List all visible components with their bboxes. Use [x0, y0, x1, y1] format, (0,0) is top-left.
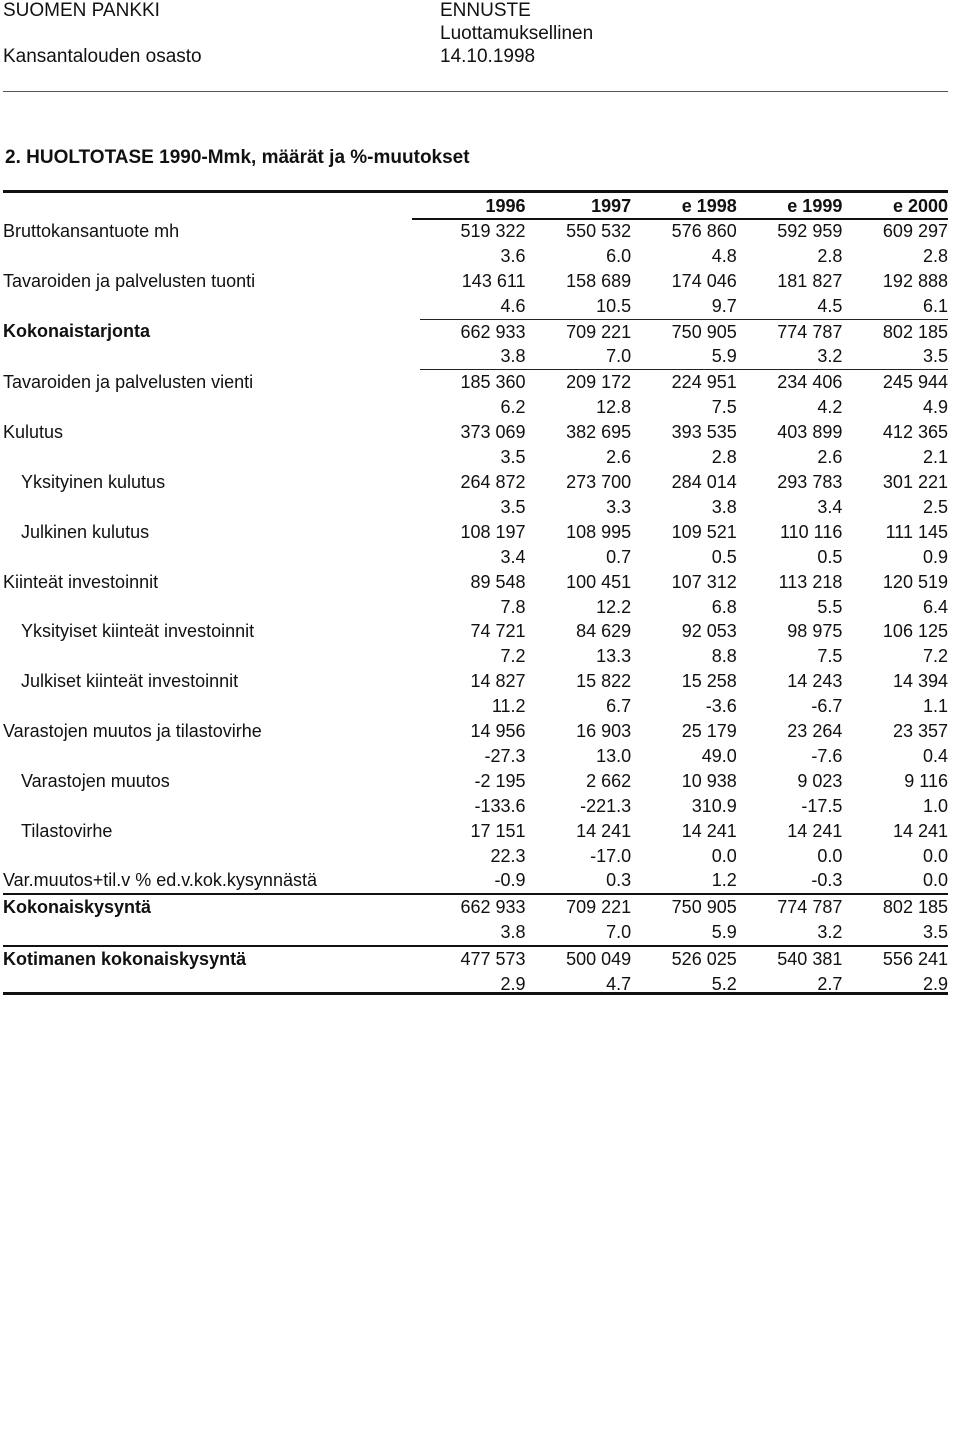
pct-change-cell: 7.2 [500, 646, 526, 667]
value-cell: 158 689 [566, 270, 632, 291]
value-cell: 14 241 [681, 820, 737, 841]
pct-change-row [3, 445, 948, 470]
table-row [3, 269, 948, 294]
value-cell: 412 365 [882, 422, 948, 443]
pct-change-cell: 0.4 [922, 745, 948, 766]
pct-change-row [3, 344, 948, 369]
row-label: Varastojen muutos ja tilastovirhe [3, 721, 262, 742]
value-cell: 15 258 [681, 671, 737, 692]
value-cell: 500 049 [526, 946, 632, 972]
pct-change-cell: 4.9 [922, 397, 948, 418]
row-label: Bruttokansantuote mh [3, 220, 180, 241]
value-cell: 10 938 [681, 770, 737, 791]
pct-change-cell: 6.7 [606, 696, 632, 717]
pct-change-cell: 7.8 [500, 596, 526, 617]
column-header: e 1998 [681, 196, 737, 216]
value-cell: 234 406 [737, 370, 843, 395]
pct-change-cell: 5.9 [711, 922, 737, 943]
value-cell: 9 023 [797, 770, 843, 791]
value-cell: 14 956 [470, 721, 526, 742]
value-cell: 17 151 [470, 820, 526, 841]
pct-change-cell: 7.5 [711, 397, 737, 418]
value-cell: 373 069 [460, 422, 526, 443]
table-row [3, 719, 948, 744]
pct-change-cell: 49.0 [701, 745, 737, 766]
value-cell: 192 888 [882, 270, 948, 291]
value-cell: 403 899 [777, 422, 843, 443]
row-label: Kotimanen kokonaiskysyntä [3, 946, 420, 972]
value-cell: -0.3 [811, 870, 843, 891]
pct-change-cell: 13.3 [596, 646, 632, 667]
pct-change-cell: -17.0 [590, 845, 632, 866]
value-cell: 519 322 [460, 220, 526, 241]
pct-change-cell: -3.6 [705, 696, 737, 717]
document-date: 14.10.1998 [440, 46, 536, 67]
document-type: ENNUSTE [440, 0, 531, 21]
value-cell: 802 185 [842, 319, 948, 344]
value-cell: 14 827 [470, 671, 526, 692]
value-cell: 110 116 [779, 521, 843, 542]
value-cell: -2 195 [474, 770, 526, 791]
pct-change-cell: 3.8 [500, 346, 526, 367]
pct-change-cell: 3.8 [711, 496, 737, 517]
value-cell: 382 695 [566, 422, 632, 443]
pct-change-cell: 310.9 [691, 795, 737, 816]
pct-change-cell: 3.5 [922, 346, 948, 367]
pct-change-row [3, 244, 948, 269]
row-label: Yksityinen kulutus [21, 471, 166, 492]
pct-change-cell: 3.5 [500, 496, 526, 517]
pct-change-row [3, 920, 948, 946]
value-cell: 550 532 [566, 220, 632, 241]
value-cell: 750 905 [631, 894, 737, 920]
pct-change-cell: -221.3 [580, 795, 632, 816]
row-label: Kulutus [3, 422, 64, 443]
org-name: SUOMEN PANKKI [3, 0, 160, 21]
table-row [3, 894, 948, 920]
pct-change-cell: 4.6 [500, 295, 526, 316]
pct-change-cell: 5.9 [711, 346, 737, 367]
pct-change-row [3, 644, 948, 669]
pct-change-cell: 22.3 [490, 845, 526, 866]
value-cell: -0.9 [494, 870, 526, 891]
table-top-rule [3, 190, 948, 193]
value-cell: 111 145 [885, 521, 948, 542]
header-right [440, 0, 593, 69]
table-row [3, 520, 948, 545]
pct-change-cell: -27.3 [484, 745, 526, 766]
value-cell: 609 297 [882, 220, 948, 241]
pct-change-cell: 1.1 [922, 696, 948, 717]
table-row [3, 319, 948, 344]
pct-change-cell: 3.8 [500, 922, 526, 943]
table-row [3, 370, 948, 395]
pct-change-cell: 0.0 [922, 845, 948, 866]
pct-change-cell: 2.8 [817, 245, 843, 266]
pct-change-cell: 3.5 [500, 447, 526, 468]
value-cell: 1.2 [711, 870, 737, 891]
value-cell: 15 822 [576, 671, 632, 692]
column-header: 1997 [591, 196, 632, 216]
confidentiality-label: Luottamuksellinen [440, 23, 594, 44]
value-cell: 14 241 [576, 820, 632, 841]
pct-change-cell: 11.2 [491, 696, 526, 717]
value-cell: 106 125 [882, 621, 948, 642]
table-row [3, 420, 948, 445]
value-cell: 98 975 [787, 621, 843, 642]
pct-change-cell: -6.7 [811, 696, 843, 717]
value-cell: 477 573 [420, 946, 526, 972]
pct-change-row [3, 294, 948, 319]
value-cell: 14 394 [892, 671, 948, 692]
table-row [3, 219, 948, 244]
row-label: Julkiset kiinteät investoinnit [21, 671, 239, 692]
table-row [3, 769, 948, 794]
pct-change-row [3, 972, 948, 997]
value-cell: 209 172 [526, 370, 632, 395]
value-cell: 174 046 [671, 270, 737, 291]
pct-change-cell: 5.5 [817, 596, 843, 617]
value-cell: 540 381 [737, 946, 843, 972]
value-cell: 592 959 [777, 220, 843, 241]
header-divider [3, 91, 948, 92]
pct-change-cell: 1.0 [922, 795, 948, 816]
value-cell: 2 662 [586, 770, 632, 791]
value-cell: 16 903 [576, 721, 632, 742]
pct-change-row [3, 794, 948, 819]
row-label: Julkinen kulutus [21, 521, 150, 542]
row-label: Kokonaiskysyntä [3, 894, 420, 920]
pct-change-cell: 3.3 [606, 496, 632, 517]
value-cell: 301 221 [882, 471, 948, 492]
value-cell: 576 860 [671, 220, 737, 241]
value-cell: 107 312 [671, 571, 737, 592]
pct-change-cell: 7.0 [606, 922, 632, 943]
pct-change-cell: 7.2 [922, 646, 948, 667]
pct-change-row [3, 694, 948, 719]
pct-change-cell: 0.9 [922, 546, 948, 567]
value-cell: 120 519 [882, 571, 948, 592]
pct-change-cell: 6.4 [922, 596, 948, 617]
row-label: Kiinteät investoinnit [3, 571, 159, 592]
pct-change-cell: 2.9 [922, 974, 948, 995]
pct-change-cell: 6.8 [711, 596, 737, 617]
value-cell: 802 185 [842, 894, 948, 920]
value-cell: 113 218 [778, 571, 843, 592]
pct-change-row [3, 595, 948, 620]
pct-change-cell: 6.0 [606, 245, 632, 266]
value-cell: 264 872 [460, 471, 526, 492]
table-row [3, 669, 948, 694]
value-cell: 556 241 [842, 946, 948, 972]
pct-change-cell: 2.5 [922, 496, 948, 517]
pct-change-cell: 2.7 [817, 974, 843, 995]
pct-change-cell: 2.6 [606, 447, 632, 468]
pct-change-cell: 0.5 [817, 546, 843, 567]
row-label: Var.muutos+til.v % ed.v.kok.kysynnästä [3, 870, 317, 891]
table-row [3, 470, 948, 495]
value-cell: 224 951 [631, 370, 737, 395]
value-cell: 25 179 [681, 721, 737, 742]
pct-change-cell: 4.7 [606, 974, 632, 995]
value-cell: 14 243 [787, 671, 843, 692]
value-cell: 181 827 [777, 270, 843, 291]
table-row [3, 570, 948, 595]
value-cell: 709 221 [526, 894, 632, 920]
pct-change-cell: -17.5 [801, 795, 843, 816]
value-cell: 0.0 [922, 870, 948, 891]
value-cell: 89 548 [470, 571, 526, 592]
row-label: Tavaroiden ja palvelusten vienti [3, 372, 254, 393]
department-name: Kansantalouden osasto [3, 46, 202, 67]
pct-change-row [3, 744, 948, 769]
pct-change-cell: 3.4 [817, 496, 843, 517]
value-cell: 0.3 [606, 870, 632, 891]
pct-change-cell: 0.0 [817, 845, 843, 866]
pct-change-cell: 6.2 [500, 397, 526, 418]
pct-change-cell: 2.8 [711, 447, 737, 468]
value-cell: 109 521 [671, 521, 737, 542]
pct-change-cell: 6.1 [922, 295, 948, 316]
pct-change-cell: 3.2 [817, 922, 843, 943]
value-cell: 100 451 [566, 571, 632, 592]
value-cell: 750 905 [631, 319, 737, 344]
value-cell: 709 221 [526, 319, 632, 344]
table-row [3, 868, 948, 894]
pct-change-cell: 10.5 [596, 295, 632, 316]
table-header-row [3, 194, 948, 219]
value-cell: 143 611 [461, 270, 526, 291]
pct-change-cell: 5.2 [711, 974, 737, 995]
pct-change-cell: 13.0 [596, 745, 632, 766]
pct-change-cell: 4.8 [711, 245, 737, 266]
pct-change-cell: 0.0 [711, 845, 737, 866]
value-cell: 185 360 [420, 370, 526, 395]
balance-table [3, 194, 948, 997]
pct-change-row [3, 395, 948, 420]
pct-change-cell: -133.6 [474, 795, 526, 816]
table-row [3, 819, 948, 844]
pct-change-cell: 2.6 [817, 447, 843, 468]
pct-change-cell: 9.7 [711, 295, 737, 316]
pct-change-row [3, 545, 948, 570]
table-row [3, 946, 948, 972]
pct-change-cell: 2.9 [500, 974, 526, 995]
value-cell: 393 535 [671, 422, 737, 443]
value-cell: 14 241 [787, 820, 843, 841]
value-cell: 245 944 [842, 370, 948, 395]
value-cell: 14 241 [892, 820, 948, 841]
pct-change-cell: 12.2 [596, 596, 632, 617]
value-cell: 526 025 [631, 946, 737, 972]
value-cell: 293 783 [777, 471, 843, 492]
pct-change-cell: 4.2 [817, 397, 843, 418]
pct-change-cell: 2.1 [922, 447, 948, 468]
pct-change-row [3, 844, 948, 869]
header-left [3, 0, 202, 69]
page-title: 2. HUOLTOTASE 1990-Mmk, määrät ja %-muutokset [5, 147, 470, 168]
column-header: e 1999 [787, 196, 843, 216]
value-cell: 284 014 [671, 471, 737, 492]
column-header: e 2000 [892, 196, 948, 216]
value-cell: 84 629 [576, 621, 632, 642]
pct-change-row [3, 495, 948, 520]
pct-change-cell: 3.4 [500, 546, 526, 567]
row-label: Yksityiset kiinteät investoinnit [21, 621, 255, 642]
table-row [3, 619, 948, 644]
pct-change-cell: 4.5 [817, 295, 843, 316]
pct-change-cell: 3.6 [500, 245, 526, 266]
value-cell: 92 053 [681, 621, 737, 642]
value-cell: 662 933 [420, 894, 526, 920]
pct-change-cell: 2.8 [922, 245, 948, 266]
value-cell: 774 787 [737, 319, 843, 344]
value-cell: 74 721 [470, 621, 526, 642]
value-cell: 774 787 [737, 894, 843, 920]
value-cell: 108 197 [460, 521, 526, 542]
pct-change-cell: 3.5 [922, 922, 948, 943]
value-cell: 9 116 [904, 770, 948, 791]
row-label: Kokonaistarjonta [3, 321, 151, 342]
pct-change-cell: 7.5 [817, 646, 843, 667]
pct-change-cell: 12.8 [596, 397, 632, 418]
row-label: Tavaroiden ja palvelusten tuonti [3, 270, 256, 291]
value-cell: 273 700 [566, 471, 632, 492]
pct-change-cell: -7.6 [811, 745, 843, 766]
row-label: Varastojen muutos [21, 770, 170, 791]
pct-change-cell: 3.2 [817, 346, 843, 367]
value-cell: 662 933 [420, 319, 526, 344]
pct-change-cell: 0.7 [606, 546, 632, 567]
row-label: Tilastovirhe [21, 820, 113, 841]
value-cell: 23 264 [787, 721, 843, 742]
pct-change-cell: 0.5 [711, 546, 737, 567]
value-cell: 108 995 [566, 521, 632, 542]
pct-change-cell: 7.0 [606, 346, 632, 367]
pct-change-cell: 8.8 [711, 646, 737, 667]
value-cell: 23 357 [892, 721, 948, 742]
column-header: 1996 [485, 196, 526, 216]
